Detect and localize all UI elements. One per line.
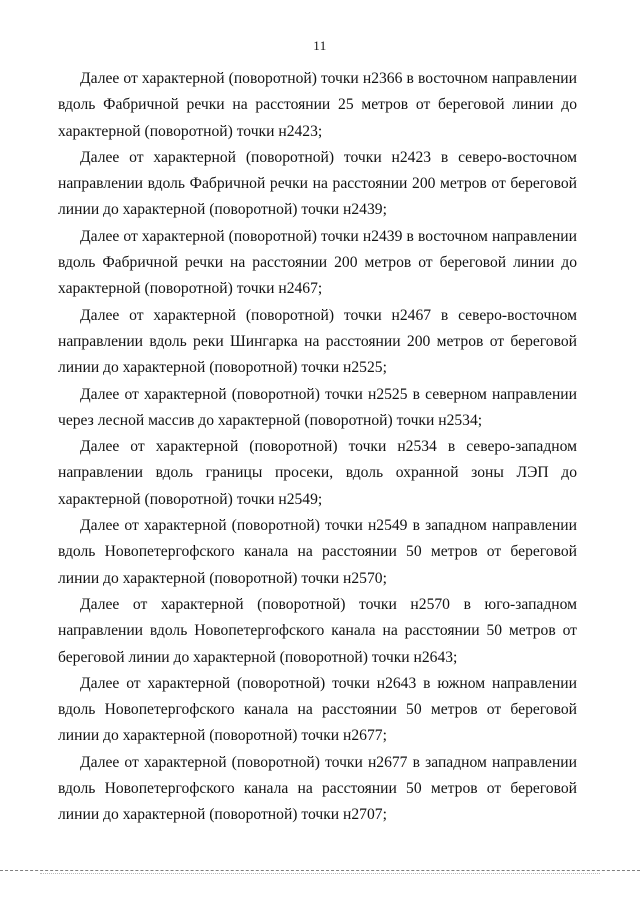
paragraph-10: Далее от характерной (поворотной) точки н2677 в западном направлении вдоль Новопетергофского канала на расстоянии 50 метров от береговой линии до характерной (поворотной) точки н2707; [58,753,577,824]
paragraph-3: Далее от характерной (поворотной) точки н2439 в восточном направлении вдоль Фабричной речки на расстоянии 200 метров от береговой линии до характерной (поворотной) точки н2467; [58,227,577,298]
page-number: 11 [313,38,327,53]
paragraph-4: Далее от характерной (поворотной) точки н2467 в северо-восточном направлении вдоль реки Шингарка на расстоянии 200 метров от береговой линии до характерной (поворотной) точки н2525; [58,306,577,377]
scan-edge-line [0,870,640,871]
scan-edge-line-faint [40,873,600,874]
paragraph-8: Далее от характерной (поворотной) точки н2570 в юго-западном направлении вдоль Новопетергофского канала на расстоянии 50 метров от береговой линии до характерной (поворотной) точки н2643; [58,595,577,666]
paragraph-5: Далее от характерной (поворотной) точки н2525 в северном направлении через лесной массив до характерной (поворотной) точки н2534; [58,385,577,429]
paragraph-6: Далее от характерной (поворотной) точки н2534 в северо-западном направлении вдоль границы просеки, вдоль охранной зоны ЛЭП до характерной (поворотной) точки н2549; [58,438,577,508]
document-body [58,66,577,829]
paragraph-9: Далее от характерной (поворотной) точки н2643 в южном направлении вдоль Новопетергофского канала на расстоянии 50 метров от береговой линии до характерной (поворотной) точки н2677; [58,674,577,745]
paragraph-1: Далее от характерной (поворотной) точки н2366 в восточном направлении вдоль Фабричной речки на расстоянии 25 метров от береговой линии до характерной (поворотной) точки н2423; [58,70,577,140]
paragraph-2: Далее от характерной (поворотной) точки н2423 в северо-восточном направлении вдоль Фабричной речки на расстоянии 200 метров от береговой линии до характерной (поворотной) точки н2439; [58,148,577,219]
paragraph-7: Далее от характерной (поворотной) точки н2549 в западном направлении вдоль Новопетергофского канала на расстоянии 50 метров от береговой линии до характерной (поворотной) точки н2570; [58,517,577,587]
